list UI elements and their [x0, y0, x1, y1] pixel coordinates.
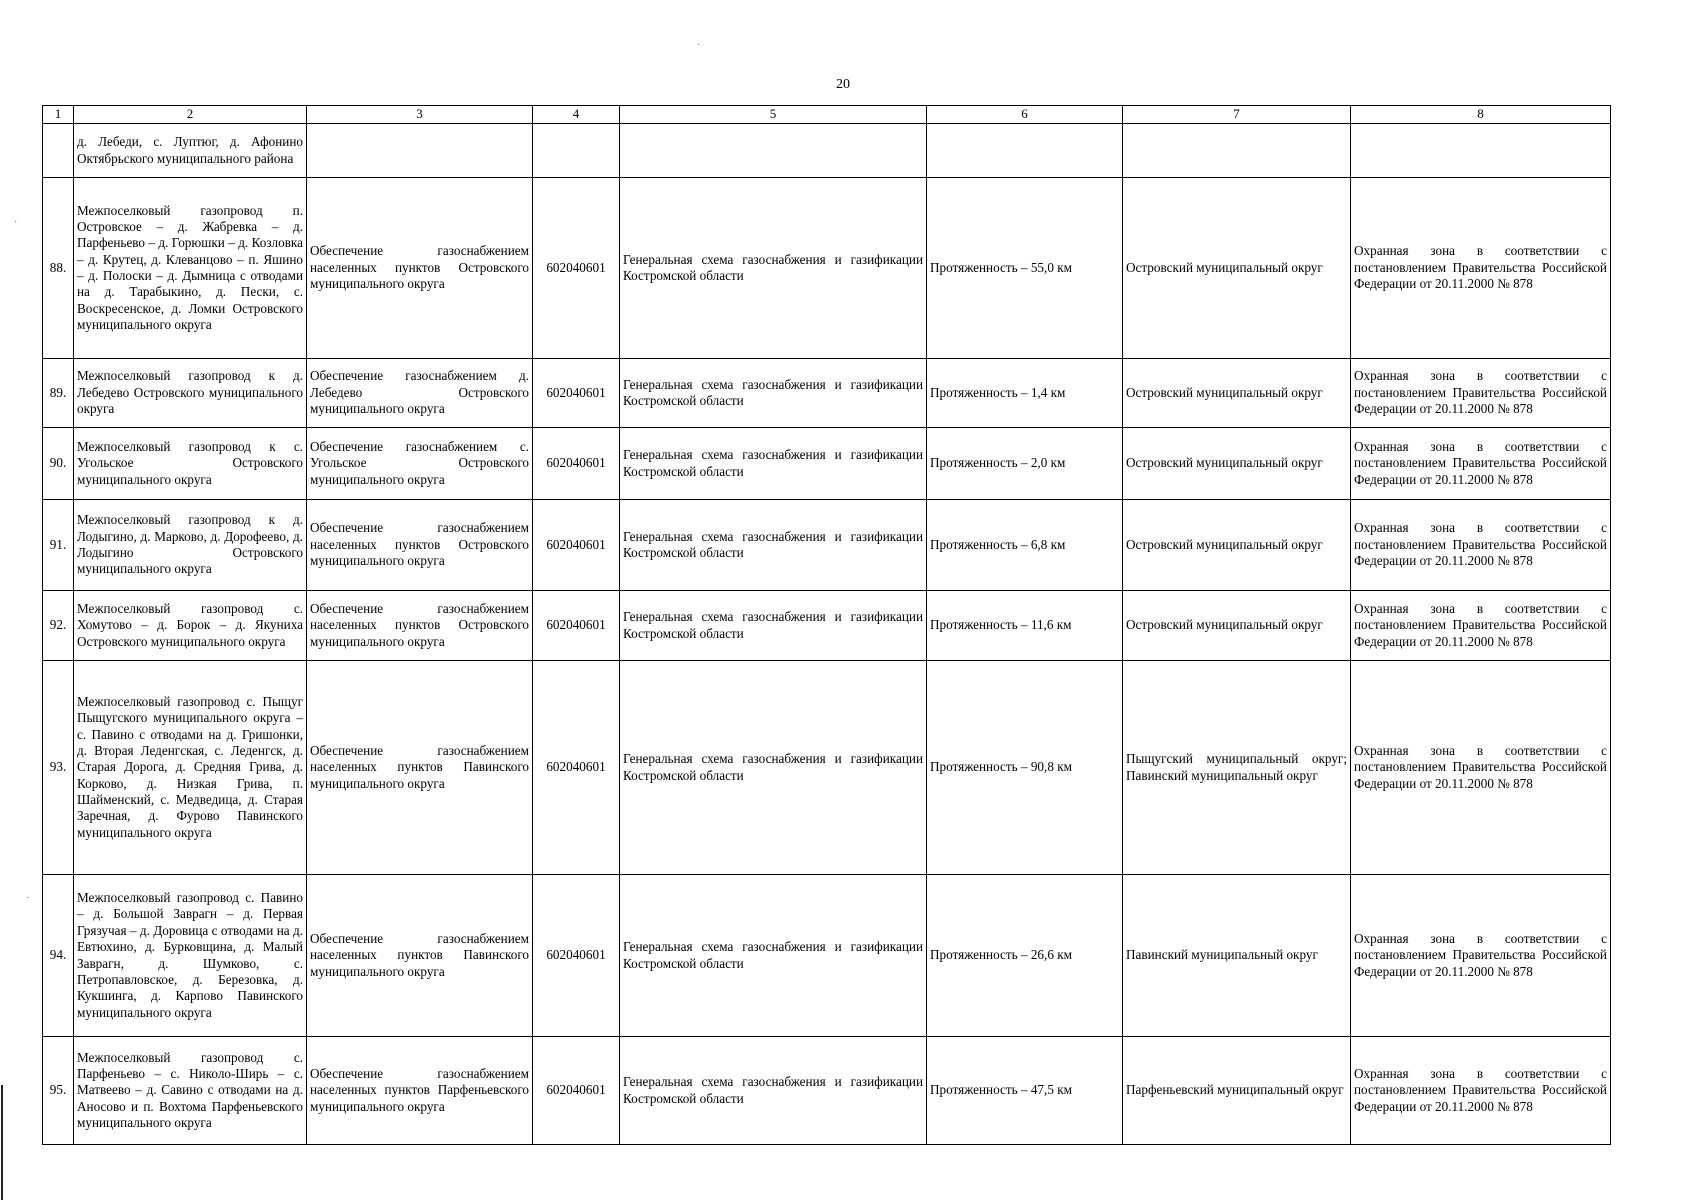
object-name-cell: Межпоселковый газопровод п. Островское – д. Жабревка – д. Парфеньево – д. Горюшки – д. Козловка – д. Крутец, д. Клеванцово – п. Яшино – д. Полоски – д. Дымница с отводами на д. Тарабыкино, д. Пески, с. Воскресенское, д. Ломки Островского муниципального округа — [74, 178, 307, 359]
length-cell: Протяженность – 55,0 км — [927, 178, 1123, 359]
table-row — [43, 875, 1611, 1037]
col-header-7: 7 — [1123, 106, 1351, 124]
table-row — [43, 591, 1611, 661]
protection-zone-cell: Охранная зона в соответствии с постановлением Правительства Российской Федерации от 20.11.2000 № 878 — [1351, 1037, 1611, 1145]
code-cell: 602040601 — [533, 178, 620, 359]
object-name-cell: Межпоселковый газопровод к д. Лодыгино, д. Марково, д. Дорофеево, д. Лодыгино Островского муниципального округа — [74, 500, 307, 591]
col-header-4: 4 — [533, 106, 620, 124]
purpose-cell: Обеспечение газоснабжением с. Угольское Островского муниципального округа — [307, 428, 533, 500]
code-cell: 602040601 — [533, 500, 620, 591]
code-cell: 602040601 — [533, 1037, 620, 1145]
length-cell: Протяженность – 1,4 км — [927, 359, 1123, 428]
basis-document-cell: Генеральная схема газоснабжения и газификации Костромской области — [620, 428, 927, 500]
protection-zone-cell: Охранная зона в соответствии с постановлением Правительства Российской Федерации от 20.11.2000 № 878 — [1351, 875, 1611, 1037]
scan-speck: · — [14, 217, 18, 228]
row-number: 93. — [43, 661, 74, 875]
scan-edge-line — [1, 1085, 3, 1200]
code-cell: 602040601 — [533, 661, 620, 875]
table-row — [43, 359, 1611, 428]
length-cell: Протяженность – 11,6 км — [927, 591, 1123, 661]
table-row — [43, 500, 1611, 591]
object-name-cell: д. Лебеди, с. Луптюг, д. Афонино Октябрьского муниципального района — [74, 124, 307, 178]
basis-document-cell: Генеральная схема газоснабжения и газификации Костромской области — [620, 178, 927, 359]
col-header-8: 8 — [1351, 106, 1611, 124]
purpose-cell: Обеспечение газоснабжением населенных пунктов Парфеньевского муниципального округа — [307, 1037, 533, 1145]
purpose-cell: Обеспечение газоснабжением населенных пунктов Павинского муниципального округа — [307, 661, 533, 875]
object-name-cell: Межпоселковый газопровод к с. Угольское Островского муниципального округа — [74, 428, 307, 500]
protection-zone-cell: Охранная зона в соответствии с постановлением Правительства Российской Федерации от 20.11.2000 № 878 — [1351, 500, 1611, 591]
purpose-cell: Обеспечение газоснабжением д. Лебедево Островского муниципального округа — [307, 359, 533, 428]
object-name-cell: Межпоселковый газопровод с. Парфеньево – с. Николо-Ширь – с. Матвеево – д. Савино с отводами на д. Аносово и п. Вохтома Парфеньевского муниципального округа — [74, 1037, 307, 1145]
col-header-1: 1 — [43, 106, 74, 124]
protection-zone-cell: Охранная зона в соответствии с постановлением Правительства Российской Федерации от 20.11.2000 № 878 — [1351, 428, 1611, 500]
basis-document-cell: Генеральная схема газоснабжения и газификации Костромской области — [620, 359, 927, 428]
basis-document-cell: Генеральная схема газоснабжения и газификации Костромской области — [620, 591, 927, 661]
row-number: 95. — [43, 1037, 74, 1145]
row-number: 92. — [43, 591, 74, 661]
basis-document-cell: Генеральная схема газоснабжения и газификации Костромской области — [620, 661, 927, 875]
code-cell: 602040601 — [533, 875, 620, 1037]
length-cell: Протяженность – 26,6 км — [927, 875, 1123, 1037]
row-number: 94. — [43, 875, 74, 1037]
purpose-cell: Обеспечение газоснабжением населенных пунктов Островского муниципального округа — [307, 178, 533, 359]
code-cell: 602040601 — [533, 359, 620, 428]
page-number: 20 — [836, 77, 850, 92]
purpose-cell: Обеспечение газоснабжением населенных пунктов Островского муниципального округа — [307, 500, 533, 591]
protection-zone-cell: Охранная зона в соответствии с постановлением Правительства Российской Федерации от 20.11.2000 № 878 — [1351, 661, 1611, 875]
table-row — [43, 428, 1611, 500]
territory-cell: Островский муниципальный округ — [1123, 500, 1351, 591]
length-cell: Протяженность – 90,8 км — [927, 661, 1123, 875]
scan-speck: · — [26, 893, 30, 904]
protection-zone-cell: Охранная зона в соответствии с постановлением Правительства Российской Федерации от 20.11.2000 № 878 — [1351, 591, 1611, 661]
col-header-6: 6 — [927, 106, 1123, 124]
row-number: 91. — [43, 500, 74, 591]
code-cell: 602040601 — [533, 428, 620, 500]
purpose-cell: Обеспечение газоснабжением населенных пунктов Островского муниципального округа — [307, 591, 533, 661]
col-header-3: 3 — [307, 106, 533, 124]
basis-document-cell: Генеральная схема газоснабжения и газификации Костромской области — [620, 500, 927, 591]
table-row — [43, 178, 1611, 359]
scan-speck: · — [697, 40, 701, 51]
row-number: 89. — [43, 359, 74, 428]
basis-document-cell: Генеральная схема газоснабжения и газификации Костромской области — [620, 1037, 927, 1145]
col-header-5: 5 — [620, 106, 927, 124]
territory-cell: Парфеньевский муниципальный округ — [1123, 1037, 1351, 1145]
length-cell: Протяженность – 2,0 км — [927, 428, 1123, 500]
row-number: 88. — [43, 178, 74, 359]
object-name-cell: Межпоселковый газопровод с. Пыщуг Пыщугского муниципального округа – с. Павино с отводами на д. Гришонки, д. Вторая Леденгская, с. Леденгск, д. Старая Дорога, д. Средняя Грива, д. Корково, д. Низкая Грива, п. Шайменский, с. Медведица, д. Старая Заречная, д. Фурово Павинского муниципального округа — [74, 661, 307, 875]
territory-cell: Пыщугский муниципальный округ; Павинский муниципальный округ — [1123, 661, 1351, 875]
basis-document-cell: Генеральная схема газоснабжения и газификации Костромской области — [620, 875, 927, 1037]
territory-cell: Островский муниципальный округ — [1123, 591, 1351, 661]
length-cell: Протяженность – 47,5 км — [927, 1037, 1123, 1145]
protection-zone-cell: Охранная зона в соответствии с постановлением Правительства Российской Федерации от 20.11.2000 № 878 — [1351, 178, 1611, 359]
object-name-cell: Межпоселковый газопровод с. Хомутово – д. Борок – д. Якуниха Островского муниципального округа — [74, 591, 307, 661]
territory-cell: Павинский муниципальный округ — [1123, 875, 1351, 1037]
gas-pipeline-registry-table — [42, 105, 1611, 1145]
column-number-row — [43, 106, 1611, 124]
object-name-cell: Межпоселковый газопровод к д. Лебедево Островского муниципального округа — [74, 359, 307, 428]
protection-zone-cell: Охранная зона в соответствии с постановлением Правительства Российской Федерации от 20.11.2000 № 878 — [1351, 359, 1611, 428]
col-header-2: 2 — [74, 106, 307, 124]
table-row — [43, 661, 1611, 875]
territory-cell: Островский муниципальный округ — [1123, 428, 1351, 500]
table-row — [43, 1037, 1611, 1145]
code-cell: 602040601 — [533, 591, 620, 661]
row-number: 90. — [43, 428, 74, 500]
length-cell: Протяженность – 6,8 км — [927, 500, 1123, 591]
object-name-cell: Межпоселковый газопровод с. Павино – д. Большой Заврагн – д. Первая Грязучая – д. Доровица с отводами на д. Евтюхино, д. Бурковщина, д. Малый Заврагн, д. Шумково, с. Петропавловское, д. Березовка, д. Кукшинга, д. Карпово Павинского муниципального округа — [74, 875, 307, 1037]
territory-cell: Островский муниципальный округ — [1123, 178, 1351, 359]
territory-cell: Островский муниципальный округ — [1123, 359, 1351, 428]
purpose-cell: Обеспечение газоснабжением населенных пунктов Павинского муниципального округа — [307, 875, 533, 1037]
table-row-continuation — [43, 124, 1611, 178]
